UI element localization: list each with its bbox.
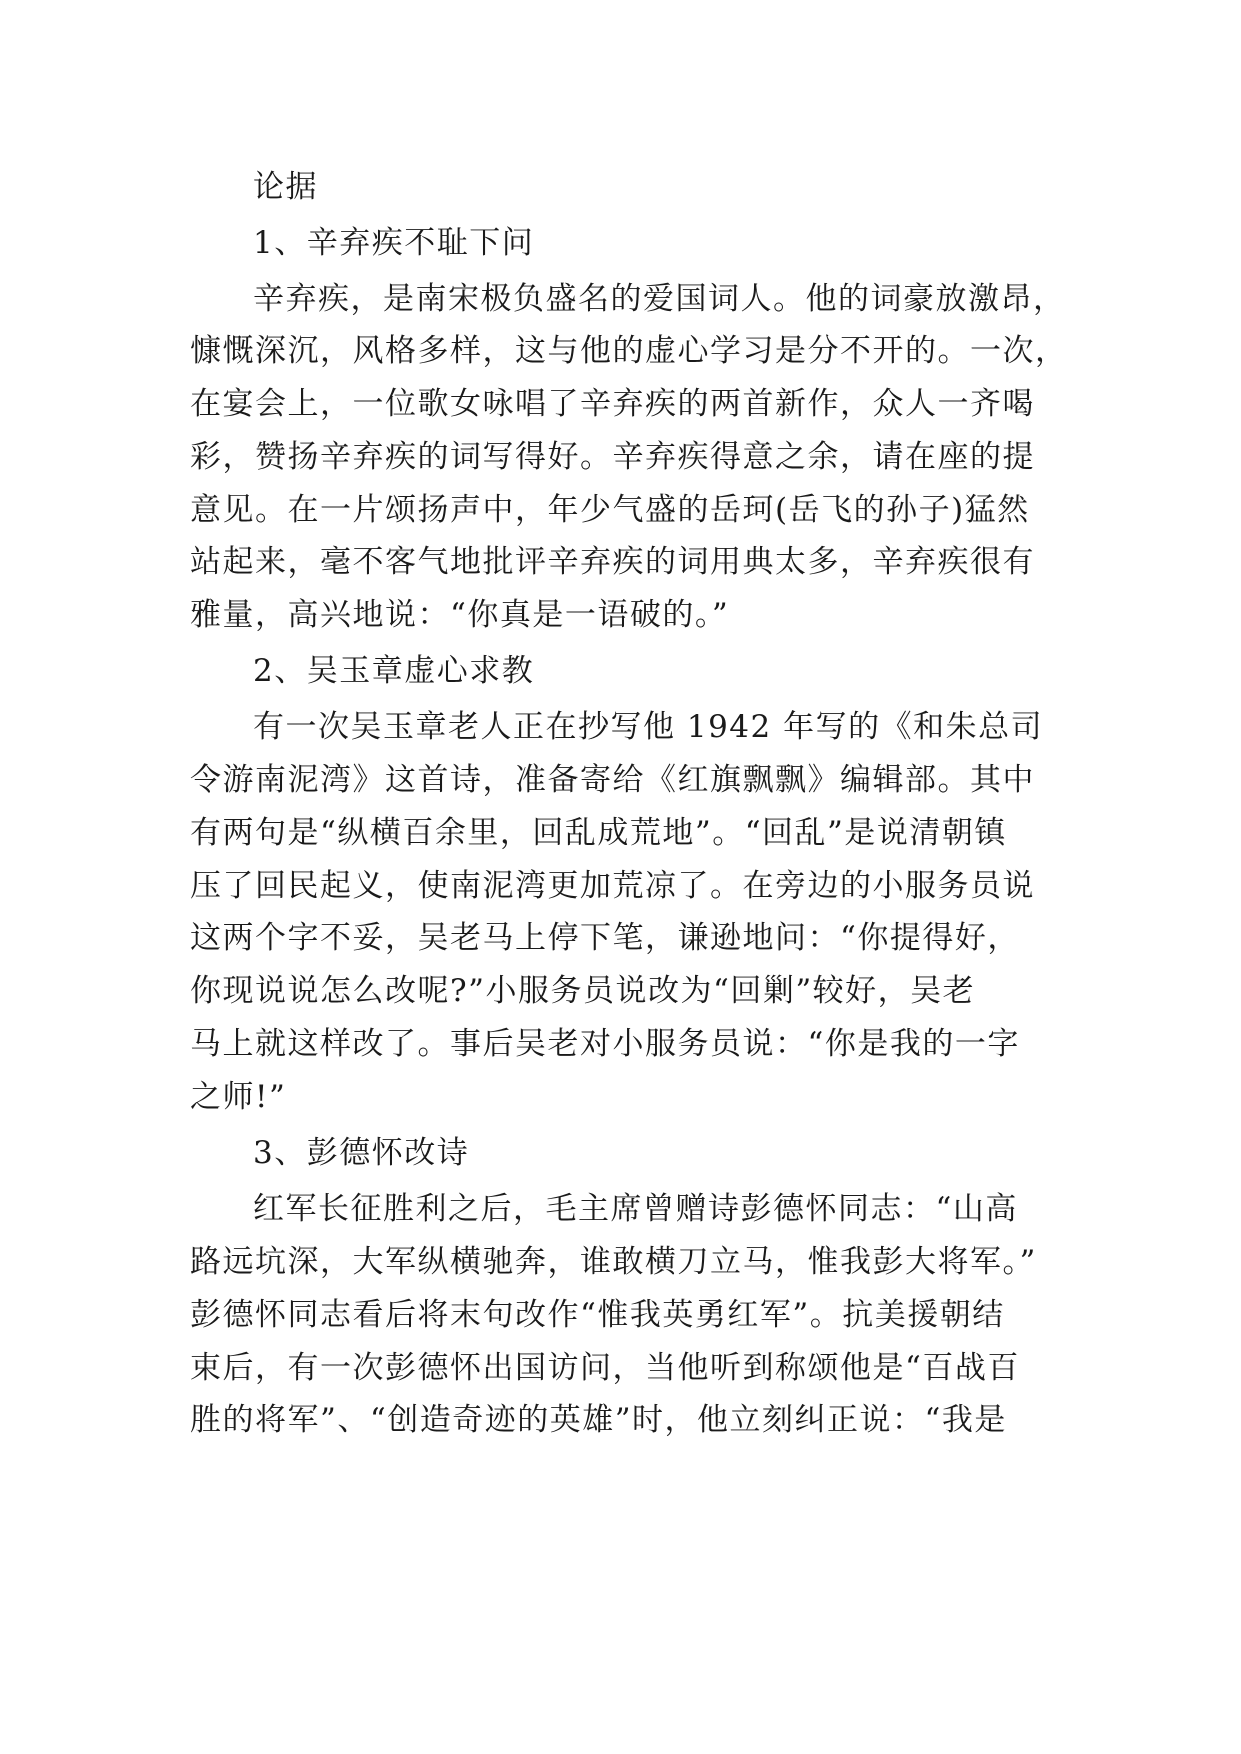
- paragraph-line: 之师!”: [190, 1079, 287, 1115]
- paragraph-line: 令游南泥湾》这首诗，准备寄给《红旗飘飘》编辑部。其中: [190, 762, 1035, 798]
- paragraph-line: 在宴会上，一位歌女咏唱了辛弃疾的两首新作，众人一齐喝: [190, 386, 1035, 422]
- paragraph-line: 有两句是“纵横百余里，回乱成荒地”。“回乱”是说清朝镇: [190, 815, 1007, 851]
- paragraph-line: 站起来，毫不客气地批评辛弃疾的词用典太多，辛弃疾很有: [190, 544, 1035, 580]
- paragraph-line: 雅量，高兴地说：“你真是一语破的。”: [190, 597, 730, 633]
- paragraph-line: 辛弃疾，是南宋极负盛名的爱国词人。他的词豪放激昂，: [253, 281, 1066, 317]
- paragraph-line: 束后，有一次彭德怀出国访问，当他听到称颂他是“百战百: [190, 1350, 1020, 1386]
- paragraph-line: 压了回民起义，使南泥湾更加荒凉了。在旁边的小服务员说: [190, 868, 1035, 904]
- paragraph-line: 你现说说怎么改呢?”小服务员说改为“回剿”较好，吴老: [190, 973, 976, 1009]
- paragraph-line: 这两个字不妥，吴老马上停下笔，谦逊地问：“你提得好，: [190, 920, 1020, 956]
- paragraph-line: 慷慨深沉，风格多样，这与他的虚心学习是分不开的。一次，: [190, 333, 1068, 369]
- paragraph-line: 意见。在一片颂扬声中，年少气盛的岳珂(岳飞的孙子)猛然: [190, 492, 1030, 528]
- paragraph-line: 彭德怀同志看后将末句改作“惟我英勇红军”。抗美援朝结: [190, 1297, 1005, 1333]
- paragraph-line: 马上就这样改了。事后吴老对小服务员说：“你是我的一字: [190, 1026, 1020, 1062]
- section-heading-2: 2、吴玉章虚心求教: [253, 653, 535, 689]
- section-heading-3: 3、彭德怀改诗: [253, 1135, 470, 1171]
- heading-lunju: 论据: [253, 169, 318, 205]
- paragraph-line: 彩，赞扬辛弃疾的词写得好。辛弃疾得意之余，请在座的提: [190, 439, 1035, 475]
- paragraph-line: 有一次吴玉章老人正在抄写他 1942 年写的《和朱总司: [253, 709, 1044, 745]
- section-heading-1: 1、辛弃疾不耻下问: [253, 225, 535, 261]
- paragraph-line: 胜的将军”、“创造奇迹的英雄”时，他立刻纠正说：“我是: [190, 1402, 1007, 1438]
- paragraph-line: 红军长征胜利之后，毛主席曾赠诗彭德怀同志：“山高: [253, 1191, 1018, 1227]
- paragraph-line: 路远坑深，大军纵横驰奔，谁敢横刀立马，惟我彭大将军。”: [190, 1244, 1037, 1280]
